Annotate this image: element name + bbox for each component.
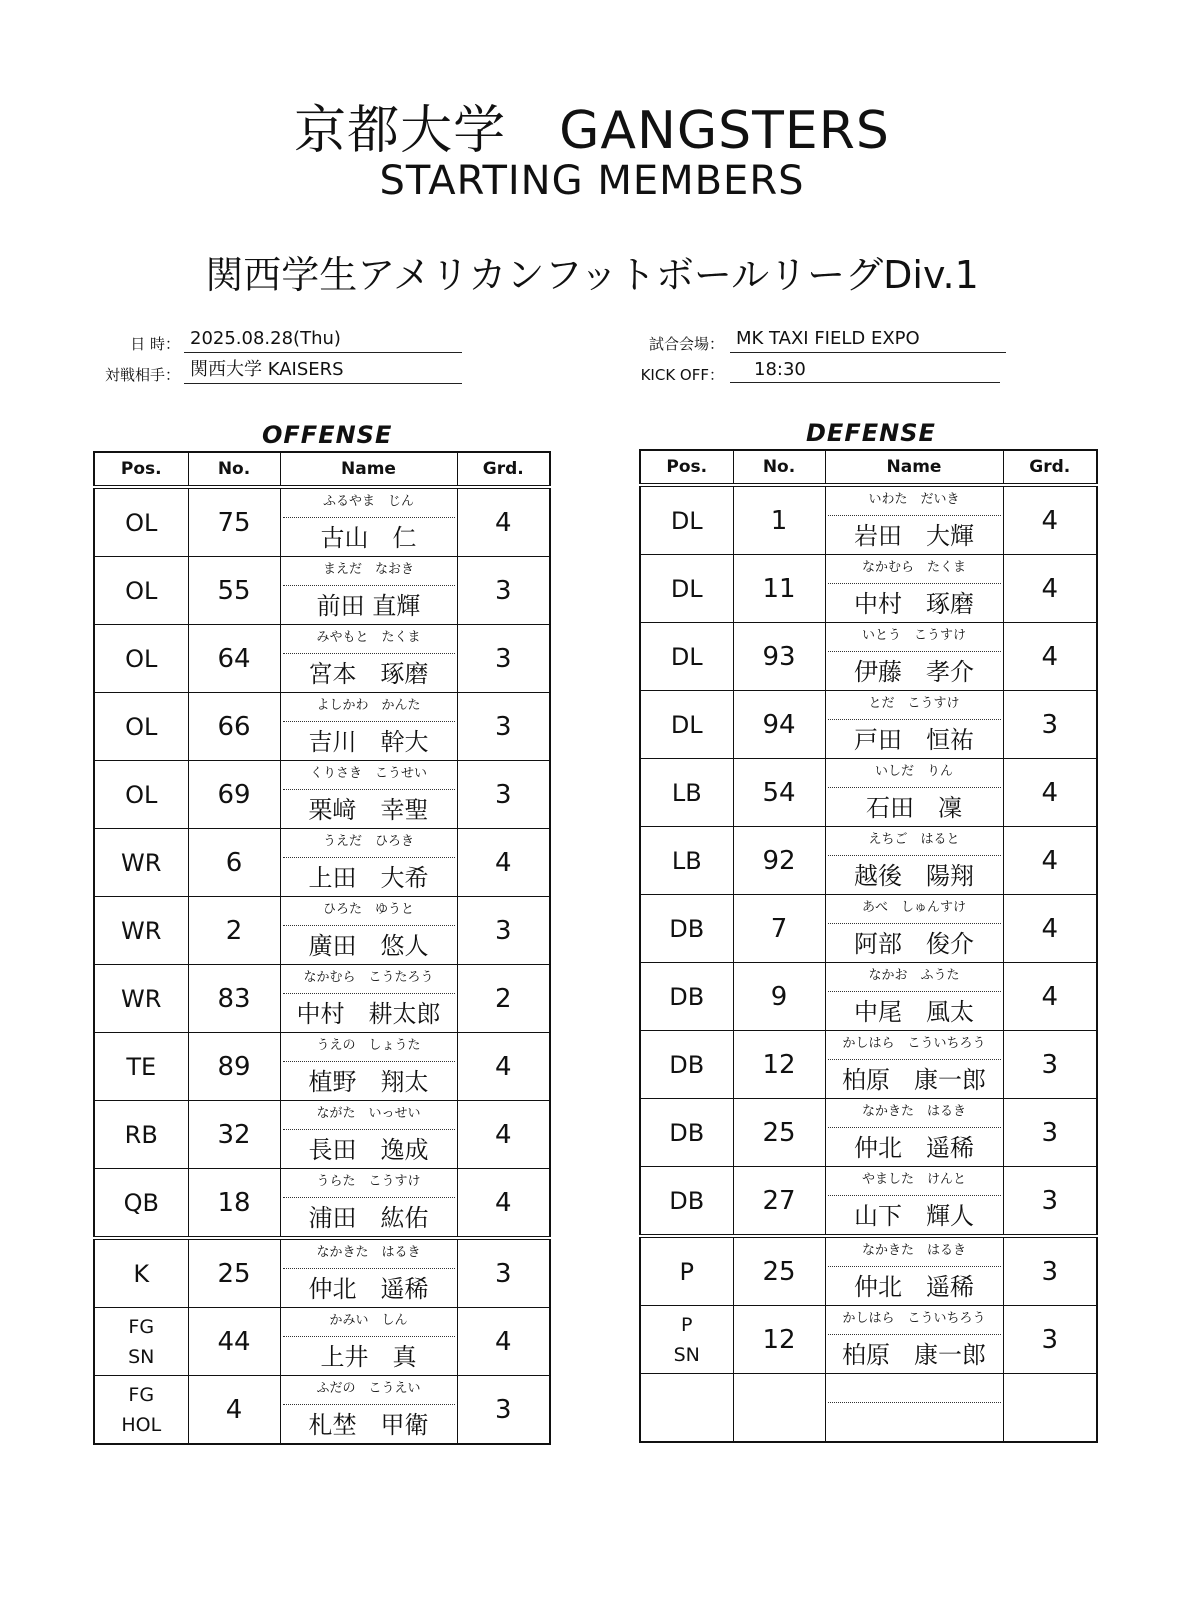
name-reading: やました けんと bbox=[828, 1167, 1001, 1196]
name-reading: ひろた ゆうと bbox=[283, 897, 455, 926]
player-name: 廣田 悠人 bbox=[308, 932, 429, 960]
pos-cell bbox=[640, 1306, 733, 1374]
grd-header: Grd. bbox=[457, 452, 550, 487]
table-row bbox=[94, 1308, 550, 1376]
name-reading: くりさき こうせい bbox=[283, 761, 455, 790]
player-name bbox=[826, 1403, 1003, 1441]
table-row bbox=[640, 623, 1097, 691]
table-row bbox=[640, 1031, 1097, 1099]
grade-cell: 3 bbox=[1003, 1167, 1097, 1237]
name-reading: うえの しょうた bbox=[283, 1033, 455, 1062]
defense-table bbox=[639, 449, 1098, 1443]
player-name: 岩田 大輝 bbox=[854, 522, 974, 550]
name-cell bbox=[280, 1101, 457, 1169]
name-reading: なかむら たくま bbox=[828, 555, 1001, 584]
table-row bbox=[640, 555, 1097, 623]
name-reading: あべ しゅんすけ bbox=[828, 895, 1001, 924]
pos-cell: LB bbox=[640, 759, 733, 827]
league-title: 関西学生アメリカンフットボールリーグDiv.1 bbox=[205, 253, 979, 297]
player-name: 浦田 紘佑 bbox=[308, 1204, 429, 1232]
table-row bbox=[640, 1306, 1097, 1374]
number-cell: 64 bbox=[188, 625, 280, 693]
table-row bbox=[94, 965, 550, 1033]
number-cell: 94 bbox=[733, 691, 825, 759]
pos-cell: WR bbox=[94, 897, 188, 965]
player-name: 中村 琢磨 bbox=[854, 590, 974, 618]
table-row bbox=[94, 1376, 550, 1445]
opponent-label: 対戦相手： bbox=[104, 366, 180, 384]
name-cell bbox=[825, 895, 1003, 963]
pos-cell: OL bbox=[94, 487, 188, 557]
number-cell: 55 bbox=[188, 557, 280, 625]
player-name: 長田 逸成 bbox=[308, 1136, 429, 1164]
pos-cell: QB bbox=[94, 1169, 188, 1239]
name-reading: ふるやま じん bbox=[283, 489, 455, 518]
grade-cell: 3 bbox=[457, 897, 550, 965]
number-cell: 6 bbox=[188, 829, 280, 897]
grade-cell: 4 bbox=[457, 1169, 550, 1239]
number-cell: 27 bbox=[733, 1167, 825, 1237]
grade-cell: 3 bbox=[457, 557, 550, 625]
name-header: Name bbox=[825, 450, 1003, 485]
grade-cell: 3 bbox=[457, 1238, 550, 1308]
pos-cell: RB bbox=[94, 1101, 188, 1169]
player-name: 上田 大希 bbox=[308, 864, 429, 892]
name-cell bbox=[825, 1374, 1003, 1443]
number-cell: 66 bbox=[188, 693, 280, 761]
grade-cell: 4 bbox=[457, 1033, 550, 1101]
player-name: 吉川 幹大 bbox=[308, 728, 429, 756]
grade-cell: 4 bbox=[1003, 555, 1097, 623]
table-row bbox=[94, 1169, 550, 1239]
name-reading: なかきた はるき bbox=[283, 1240, 455, 1269]
grade-cell: 4 bbox=[1003, 623, 1097, 691]
grade-cell: 3 bbox=[457, 625, 550, 693]
grade-cell: 3 bbox=[1003, 691, 1097, 759]
pos-line-2: SN bbox=[673, 1343, 700, 1366]
grade-cell: 4 bbox=[1003, 827, 1097, 895]
grade-cell: 4 bbox=[457, 1101, 550, 1169]
number-cell: 4 bbox=[188, 1376, 280, 1445]
grade-cell: 4 bbox=[1003, 963, 1097, 1031]
name-reading: ふだの こうえい bbox=[283, 1376, 455, 1405]
number-cell: 9 bbox=[733, 963, 825, 1031]
name-cell bbox=[280, 1169, 457, 1239]
grade-cell: 3 bbox=[1003, 1031, 1097, 1099]
number-cell: 89 bbox=[188, 1033, 280, 1101]
name-cell bbox=[825, 1236, 1003, 1306]
number-cell: 2 bbox=[188, 897, 280, 965]
pos-cell: DB bbox=[640, 1167, 733, 1237]
name-cell bbox=[280, 1308, 457, 1376]
grade-cell: 3 bbox=[1003, 1306, 1097, 1374]
pos-cell: DB bbox=[640, 1099, 733, 1167]
name-cell bbox=[280, 965, 457, 1033]
name-reading: よしかわ かんた bbox=[283, 693, 455, 722]
venue-label: 試合会場： bbox=[648, 335, 724, 353]
pos-line-1: P bbox=[681, 1313, 693, 1336]
pos-cell: DL bbox=[640, 555, 733, 623]
number-cell: 25 bbox=[733, 1236, 825, 1306]
table-row bbox=[640, 1167, 1097, 1237]
name-reading: かみい しん bbox=[283, 1308, 455, 1337]
grade-cell: 4 bbox=[1003, 895, 1097, 963]
pos-cell: OL bbox=[94, 625, 188, 693]
table-row bbox=[94, 487, 550, 557]
name-reading: なかきた はるき bbox=[828, 1099, 1001, 1128]
grade-cell: 4 bbox=[1003, 485, 1097, 555]
player-name: 柏原 康一郎 bbox=[842, 1341, 986, 1369]
pos-header: Pos. bbox=[94, 452, 188, 487]
name-reading: なかきた はるき bbox=[828, 1238, 1001, 1267]
pos-cell: K bbox=[94, 1238, 188, 1308]
name-reading: いとう こうすけ bbox=[828, 623, 1001, 652]
player-name: 前田 直輝 bbox=[316, 592, 421, 620]
name-cell bbox=[280, 557, 457, 625]
number-cell: 12 bbox=[733, 1031, 825, 1099]
subtitle: STARTING MEMBERS bbox=[379, 158, 805, 204]
name-cell bbox=[825, 759, 1003, 827]
table-row bbox=[640, 895, 1097, 963]
grade-cell: 2 bbox=[457, 965, 550, 1033]
table-row bbox=[640, 485, 1097, 555]
number-cell: 25 bbox=[188, 1238, 280, 1308]
grade-cell: 3 bbox=[457, 761, 550, 829]
number-cell: 93 bbox=[733, 623, 825, 691]
name-reading: いわた だいき bbox=[828, 487, 1001, 516]
name-cell bbox=[825, 1099, 1003, 1167]
pos-cell: TE bbox=[94, 1033, 188, 1101]
table-row bbox=[640, 827, 1097, 895]
offense-table bbox=[93, 451, 551, 1445]
name-cell bbox=[280, 487, 457, 557]
table-row bbox=[94, 693, 550, 761]
grd-header: Grd. bbox=[1003, 450, 1097, 485]
pos-line-2: SN bbox=[128, 1345, 155, 1368]
table-row bbox=[640, 759, 1097, 827]
number-cell: 75 bbox=[188, 487, 280, 557]
table-row bbox=[94, 1101, 550, 1169]
defense-title: DEFENSE bbox=[806, 419, 936, 447]
pos-cell: WR bbox=[94, 829, 188, 897]
table-row bbox=[94, 557, 550, 625]
name-cell bbox=[280, 761, 457, 829]
name-cell bbox=[825, 555, 1003, 623]
name-reading: まえだ なおき bbox=[283, 557, 455, 586]
name-reading: みやもと たくま bbox=[283, 625, 455, 654]
name-cell bbox=[825, 623, 1003, 691]
pos-cell: OL bbox=[94, 557, 188, 625]
date-label: 日 時： bbox=[130, 335, 180, 353]
table-row bbox=[640, 963, 1097, 1031]
player-name: 戸田 恒祐 bbox=[854, 726, 974, 754]
player-name: 札埜 甲衛 bbox=[308, 1411, 429, 1439]
number-cell bbox=[733, 1374, 825, 1443]
pos-header: Pos. bbox=[640, 450, 733, 485]
table-row bbox=[94, 897, 550, 965]
name-reading bbox=[828, 1374, 1001, 1403]
pos-cell: DB bbox=[640, 963, 733, 1031]
no-header: No. bbox=[188, 452, 280, 487]
pos-cell bbox=[640, 1374, 733, 1443]
player-name: 仲北 遥稀 bbox=[308, 1275, 429, 1303]
name-reading: かしはら こういちろう bbox=[828, 1031, 1001, 1060]
player-name: 中村 耕太郎 bbox=[296, 1000, 441, 1028]
player-name: 柏原 康一郎 bbox=[842, 1066, 986, 1094]
player-name: 宮本 琢磨 bbox=[308, 660, 429, 688]
number-cell: 83 bbox=[188, 965, 280, 1033]
number-cell: 25 bbox=[733, 1099, 825, 1167]
player-name: 古山 仁 bbox=[320, 524, 417, 552]
name-cell bbox=[825, 963, 1003, 1031]
table-row bbox=[94, 829, 550, 897]
name-header: Name bbox=[280, 452, 457, 487]
table-row bbox=[640, 1236, 1097, 1306]
player-name: 仲北 遥稀 bbox=[854, 1273, 974, 1301]
grade-cell: 4 bbox=[457, 487, 550, 557]
pos-cell: OL bbox=[94, 693, 188, 761]
name-cell bbox=[825, 485, 1003, 555]
pos-line-1: FG bbox=[128, 1383, 155, 1406]
table-row bbox=[94, 1238, 550, 1308]
name-cell bbox=[280, 625, 457, 693]
name-cell bbox=[280, 1033, 457, 1101]
name-reading: なかお ふうた bbox=[828, 963, 1001, 992]
grade-cell bbox=[1003, 1374, 1097, 1443]
name-cell bbox=[280, 1238, 457, 1308]
player-name: 阿部 俊介 bbox=[854, 930, 974, 958]
table-row bbox=[94, 761, 550, 829]
table-row bbox=[640, 1374, 1097, 1443]
pos-cell: DL bbox=[640, 623, 733, 691]
name-cell bbox=[825, 691, 1003, 759]
kickoff-value: 18:30 bbox=[730, 357, 1000, 383]
number-cell: 54 bbox=[733, 759, 825, 827]
name-reading: いしだ りん bbox=[828, 759, 1001, 788]
table-row bbox=[94, 1033, 550, 1101]
grade-cell: 3 bbox=[457, 693, 550, 761]
team-title: 京都大学 GANGSTERS bbox=[294, 101, 890, 161]
name-reading: とだ こうすけ bbox=[828, 691, 1001, 720]
number-cell: 18 bbox=[188, 1169, 280, 1239]
table-row bbox=[640, 691, 1097, 759]
grade-cell: 3 bbox=[457, 1376, 550, 1445]
number-cell: 12 bbox=[733, 1306, 825, 1374]
kickoff-label: KICK OFF： bbox=[640, 366, 724, 384]
pos-cell: DL bbox=[640, 485, 733, 555]
grade-cell: 4 bbox=[457, 829, 550, 897]
grade-cell: 3 bbox=[1003, 1099, 1097, 1167]
name-reading: ながた いっせい bbox=[283, 1101, 455, 1130]
name-cell bbox=[280, 829, 457, 897]
number-cell: 7 bbox=[733, 895, 825, 963]
pos-cell: LB bbox=[640, 827, 733, 895]
number-cell: 92 bbox=[733, 827, 825, 895]
pos-cell: DL bbox=[640, 691, 733, 759]
player-name: 上井 真 bbox=[320, 1343, 417, 1371]
name-cell bbox=[280, 897, 457, 965]
number-cell: 1 bbox=[733, 485, 825, 555]
name-reading: うらた こうすけ bbox=[283, 1169, 455, 1198]
player-name: 石田 凜 bbox=[866, 794, 962, 822]
venue-value: MK TAXI FIELD EXPO bbox=[730, 326, 1006, 353]
number-cell: 44 bbox=[188, 1308, 280, 1376]
player-name: 伊藤 孝介 bbox=[854, 658, 974, 686]
name-reading: えちご はると bbox=[828, 827, 1001, 856]
name-reading: うえだ ひろき bbox=[283, 829, 455, 858]
table-row bbox=[94, 625, 550, 693]
name-reading: かしはら こういちろう bbox=[828, 1306, 1001, 1335]
pos-cell bbox=[94, 1308, 188, 1376]
pos-cell bbox=[94, 1376, 188, 1445]
date-value: 2025.08.28(Thu) bbox=[184, 326, 462, 353]
opponent-value: 関西大学 KAISERS bbox=[184, 357, 462, 384]
no-header: No. bbox=[733, 450, 825, 485]
number-cell: 11 bbox=[733, 555, 825, 623]
table-row bbox=[640, 1099, 1097, 1167]
name-cell bbox=[825, 1167, 1003, 1237]
name-cell bbox=[825, 1031, 1003, 1099]
name-cell bbox=[825, 827, 1003, 895]
number-cell: 32 bbox=[188, 1101, 280, 1169]
player-name: 山下 輝人 bbox=[854, 1202, 974, 1230]
name-cell bbox=[280, 693, 457, 761]
pos-line-1: FG bbox=[128, 1315, 155, 1338]
name-reading: なかむら こうたろう bbox=[283, 965, 455, 994]
pos-cell: DB bbox=[640, 1031, 733, 1099]
player-name: 越後 陽翔 bbox=[854, 862, 974, 890]
grade-cell: 4 bbox=[457, 1308, 550, 1376]
name-cell bbox=[280, 1376, 457, 1445]
number-cell: 69 bbox=[188, 761, 280, 829]
offense-title: OFFENSE bbox=[262, 421, 393, 449]
player-name: 栗﨑 幸聖 bbox=[308, 796, 429, 824]
pos-cell: P bbox=[640, 1236, 733, 1306]
name-cell bbox=[825, 1306, 1003, 1374]
pos-cell: DB bbox=[640, 895, 733, 963]
grade-cell: 4 bbox=[1003, 759, 1097, 827]
grade-cell: 3 bbox=[1003, 1236, 1097, 1306]
pos-cell: OL bbox=[94, 761, 188, 829]
pos-line-2: HOL bbox=[121, 1413, 162, 1436]
player-name: 植野 翔太 bbox=[308, 1068, 429, 1096]
player-name: 仲北 遥稀 bbox=[854, 1134, 974, 1162]
player-name: 中尾 風太 bbox=[854, 998, 974, 1026]
pos-cell: WR bbox=[94, 965, 188, 1033]
